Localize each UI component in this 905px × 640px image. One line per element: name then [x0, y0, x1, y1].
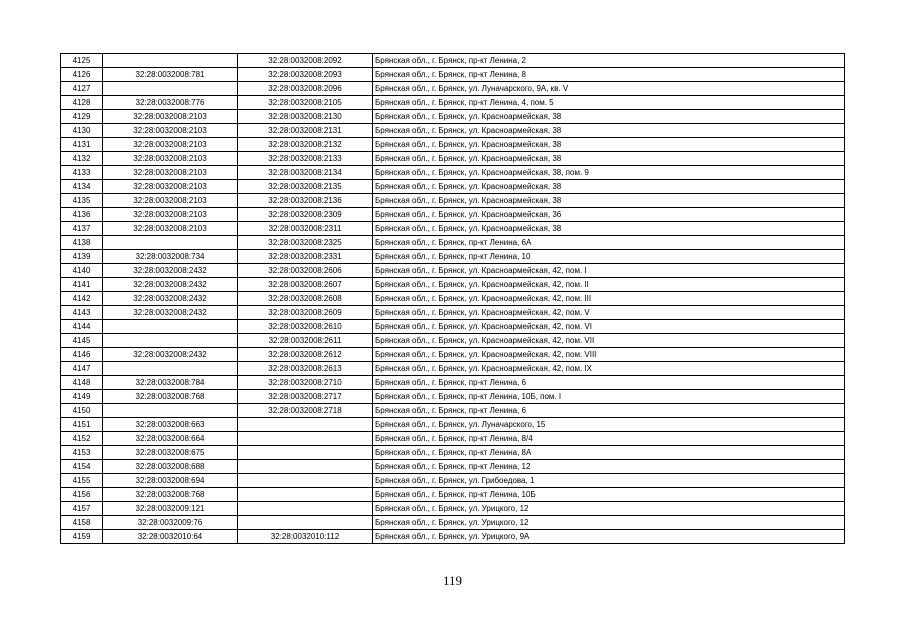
cadastral-number-cell: 32:28:0032008:2135 [238, 180, 373, 194]
parent-cadastral-cell: 32:28:0032008:663 [103, 418, 238, 432]
cadastral-number-cell: 32:28:0032008:2311 [238, 222, 373, 236]
parent-cadastral-cell: 32:28:0032008:2432 [103, 306, 238, 320]
row-number-cell: 4127 [61, 82, 103, 96]
cadastral-number-cell: 32:28:0032008:2309 [238, 208, 373, 222]
address-cell: Брянская обл., г. Брянск, ул. Красноармейская, 36 [373, 208, 845, 222]
table-row [61, 432, 845, 446]
table-row [61, 222, 845, 236]
table-row [61, 362, 845, 376]
table-row [61, 264, 845, 278]
cadastral-number-cell: 32:28:0032008:2331 [238, 250, 373, 264]
page-number: 119 [442, 573, 463, 588]
table-row [61, 390, 845, 404]
parent-cadastral-cell: 32:28:0032008:664 [103, 432, 238, 446]
address-cell: Брянская обл., г. Брянск, ул. Красноармейская, 42, пом. II [373, 278, 845, 292]
parent-cadastral-cell: 32:28:0032008:2103 [103, 138, 238, 152]
cadastral-number-cell [238, 474, 373, 488]
row-number-cell: 4139 [61, 250, 103, 264]
parent-cadastral-cell: 32:28:0032008:784 [103, 376, 238, 390]
cadastral-number-cell: 32:28:0032008:2096 [238, 82, 373, 96]
address-cell: Брянская обл., г. Брянск, ул. Красноармейская, 42, пом. V [373, 306, 845, 320]
table-row [61, 320, 845, 334]
row-number-cell: 4159 [61, 530, 103, 544]
parent-cadastral-cell: 32:28:0032009:76 [103, 516, 238, 530]
parent-cadastral-cell: 32:28:0032008:776 [103, 96, 238, 110]
row-number-cell: 4130 [61, 124, 103, 138]
parent-cadastral-cell: 32:28:0032009:121 [103, 502, 238, 516]
row-number-cell: 4138 [61, 236, 103, 250]
cadastral-table [60, 53, 845, 544]
address-cell: Брянская обл., г. Брянск, ул. Урицкого, 12 [373, 516, 845, 530]
cadastral-number-cell: 32:28:0032008:2610 [238, 320, 373, 334]
parent-cadastral-cell: 32:28:0032008:768 [103, 488, 238, 502]
cadastral-number-cell [238, 446, 373, 460]
cadastral-number-cell: 32:28:0032008:2613 [238, 362, 373, 376]
address-cell: Брянская обл., г. Брянск, пр-кт Ленина, 2 [373, 54, 845, 68]
cadastral-number-cell: 32:28:0032010:112 [238, 530, 373, 544]
parent-cadastral-cell: 32:28:0032008:2103 [103, 222, 238, 236]
row-number-cell: 4150 [61, 404, 103, 418]
address-cell: Брянская обл., г. Брянск, пр-кт Ленина, 4, пом. 5 [373, 96, 845, 110]
row-number-cell: 4151 [61, 418, 103, 432]
address-cell: Брянская обл., г. Брянск, ул. Красноармейская, 38 [373, 110, 845, 124]
cadastral-number-cell: 32:28:0032008:2717 [238, 390, 373, 404]
parent-cadastral-cell: 32:28:0032008:675 [103, 446, 238, 460]
table-row [61, 152, 845, 166]
row-number-cell: 4157 [61, 502, 103, 516]
parent-cadastral-cell [103, 82, 238, 96]
cadastral-number-cell: 32:28:0032008:2132 [238, 138, 373, 152]
row-number-cell: 4158 [61, 516, 103, 530]
row-number-cell: 4143 [61, 306, 103, 320]
cadastral-number-cell: 32:28:0032008:2611 [238, 334, 373, 348]
cadastral-number-cell: 32:28:0032008:2092 [238, 54, 373, 68]
row-number-cell: 4148 [61, 376, 103, 390]
cadastral-number-cell [238, 488, 373, 502]
table-row [61, 138, 845, 152]
row-number-cell: 4154 [61, 460, 103, 474]
address-cell: Брянская обл., г. Брянск, ул. Красноармейская, 42, пом. IX [373, 362, 845, 376]
table-row [61, 68, 845, 82]
address-cell: Брянская обл., г. Брянск, пр-кт Ленина, 10Б [373, 488, 845, 502]
row-number-cell: 4152 [61, 432, 103, 446]
row-number-cell: 4153 [61, 446, 103, 460]
row-number-cell: 4156 [61, 488, 103, 502]
cadastral-number-cell [238, 432, 373, 446]
parent-cadastral-cell: 32:28:0032008:2103 [103, 166, 238, 180]
cadastral-number-cell: 32:28:0032008:2325 [238, 236, 373, 250]
cadastral-number-cell: 32:28:0032008:2718 [238, 404, 373, 418]
address-cell: Брянская обл., г. Брянск, ул. Красноармейская, 42, пом. VIII [373, 348, 845, 362]
cadastral-number-cell: 32:28:0032008:2710 [238, 376, 373, 390]
row-number-cell: 4137 [61, 222, 103, 236]
table-row [61, 474, 845, 488]
cadastral-number-cell: 32:28:0032008:2134 [238, 166, 373, 180]
parent-cadastral-cell [103, 54, 238, 68]
cadastral-number-cell: 32:28:0032008:2130 [238, 110, 373, 124]
cadastral-number-cell: 32:28:0032008:2607 [238, 278, 373, 292]
cadastral-number-cell: 32:28:0032008:2093 [238, 68, 373, 82]
table-row [61, 376, 845, 390]
address-cell: Брянская обл., г. Брянск, ул. Красноармейская, 38 [373, 180, 845, 194]
row-number-cell: 4155 [61, 474, 103, 488]
table-row [61, 180, 845, 194]
table-row [61, 418, 845, 432]
address-cell: Брянская обл., г. Брянск, ул. Красноармейская, 42, пом. VI [373, 320, 845, 334]
table-row [61, 488, 845, 502]
parent-cadastral-cell [103, 334, 238, 348]
parent-cadastral-cell [103, 404, 238, 418]
cadastral-number-cell: 32:28:0032008:2608 [238, 292, 373, 306]
row-number-cell: 4131 [61, 138, 103, 152]
parent-cadastral-cell [103, 362, 238, 376]
cadastral-number-cell [238, 418, 373, 432]
cadastral-number-cell: 32:28:0032008:2606 [238, 264, 373, 278]
address-cell: Брянская обл., г. Брянск, ул. Урицкого, 9А [373, 530, 845, 544]
address-cell: Брянская обл., г. Брянск, пр-кт Ленина, 6 [373, 376, 845, 390]
address-cell: Брянская обл., г. Брянск, ул. Красноармейская, 42, пом. I [373, 264, 845, 278]
address-cell: Брянская обл., г. Брянск, пр-кт Ленина, 8А [373, 446, 845, 460]
cadastral-number-cell: 32:28:0032008:2133 [238, 152, 373, 166]
row-number-cell: 4132 [61, 152, 103, 166]
parent-cadastral-cell: 32:28:0032008:781 [103, 68, 238, 82]
parent-cadastral-cell: 32:28:0032010:64 [103, 530, 238, 544]
address-cell: Брянская обл., г. Брянск, ул. Луначарского, 9А, кв. V [373, 82, 845, 96]
row-number-cell: 4141 [61, 278, 103, 292]
address-cell: Брянская обл., г. Брянск, ул. Урицкого, 12 [373, 502, 845, 516]
table-row [61, 278, 845, 292]
table-row [61, 82, 845, 96]
table-row [61, 516, 845, 530]
parent-cadastral-cell: 32:28:0032008:2103 [103, 208, 238, 222]
parent-cadastral-cell: 32:28:0032008:2103 [103, 194, 238, 208]
address-cell: Брянская обл., г. Брянск, пр-кт Ленина, 10Б, пом. I [373, 390, 845, 404]
parent-cadastral-cell: 32:28:0032008:2432 [103, 264, 238, 278]
table-row [61, 236, 845, 250]
parent-cadastral-cell: 32:28:0032008:2103 [103, 124, 238, 138]
table-row [61, 54, 845, 68]
row-number-cell: 4142 [61, 292, 103, 306]
table-row [61, 502, 845, 516]
table-row [61, 166, 845, 180]
address-cell: Брянская обл., г. Брянск, ул. Красноармейская, 38 [373, 194, 845, 208]
address-cell: Брянская обл., г. Брянск, ул. Красноармейская, 38 [373, 138, 845, 152]
cadastral-number-cell [238, 516, 373, 530]
table-row [61, 124, 845, 138]
row-number-cell: 4128 [61, 96, 103, 110]
table-row [61, 208, 845, 222]
address-cell: Брянская обл., г. Брянск, ул. Красноармейская, 38 [373, 222, 845, 236]
cadastral-number-cell [238, 502, 373, 516]
table-row [61, 96, 845, 110]
address-cell: Брянская обл., г. Брянск, пр-кт Ленина, 12 [373, 460, 845, 474]
address-cell: Брянская обл., г. Брянск, пр-кт Ленина, 8/4 [373, 432, 845, 446]
address-cell: Брянская обл., г. Брянск, ул. Красноармейская, 38, пом. 9 [373, 166, 845, 180]
row-number-cell: 4146 [61, 348, 103, 362]
cadastral-number-cell: 32:28:0032008:2105 [238, 96, 373, 110]
address-cell: Брянская обл., г. Брянск, пр-кт Ленина, 10 [373, 250, 845, 264]
row-number-cell: 4134 [61, 180, 103, 194]
table-row [61, 306, 845, 320]
parent-cadastral-cell: 32:28:0032008:2432 [103, 348, 238, 362]
row-number-cell: 4129 [61, 110, 103, 124]
row-number-cell: 4133 [61, 166, 103, 180]
parent-cadastral-cell: 32:28:0032008:768 [103, 390, 238, 404]
table-row [61, 194, 845, 208]
address-cell: Брянская обл., г. Брянск, пр-кт Ленина, 6А [373, 236, 845, 250]
table-row [61, 292, 845, 306]
cadastral-number-cell [238, 460, 373, 474]
address-cell: Брянская обл., г. Брянск, ул. Грибоедова, 1 [373, 474, 845, 488]
table-row [61, 334, 845, 348]
parent-cadastral-cell: 32:28:0032008:2103 [103, 152, 238, 166]
address-cell: Брянская обл., г. Брянск, ул. Красноармейская, 38 [373, 124, 845, 138]
cadastral-number-cell: 32:28:0032008:2612 [238, 348, 373, 362]
parent-cadastral-cell: 32:28:0032008:734 [103, 250, 238, 264]
address-cell: Брянская обл., г. Брянск, ул. Красноармейская, 42, пом. VII [373, 334, 845, 348]
table-row [61, 250, 845, 264]
parent-cadastral-cell: 32:28:0032008:694 [103, 474, 238, 488]
row-number-cell: 4125 [61, 54, 103, 68]
row-number-cell: 4149 [61, 390, 103, 404]
cadastral-number-cell: 32:28:0032008:2131 [238, 124, 373, 138]
table-row [61, 446, 845, 460]
table-row [61, 404, 845, 418]
parent-cadastral-cell [103, 236, 238, 250]
row-number-cell: 4145 [61, 334, 103, 348]
table-row [61, 348, 845, 362]
address-cell: Брянская обл., г. Брянск, пр-кт Ленина, 8 [373, 68, 845, 82]
table-body [61, 54, 845, 544]
row-number-cell: 4140 [61, 264, 103, 278]
table-row [61, 460, 845, 474]
address-cell: Брянская обл., г. Брянск, пр-кт Ленина, 6 [373, 404, 845, 418]
cadastral-number-cell: 32:28:0032008:2609 [238, 306, 373, 320]
table-row [61, 110, 845, 124]
address-cell: Брянская обл., г. Брянск, ул. Красноармейская, 42, пом. III [373, 292, 845, 306]
parent-cadastral-cell: 32:28:0032008:688 [103, 460, 238, 474]
table-row [61, 530, 845, 544]
parent-cadastral-cell: 32:28:0032008:2432 [103, 292, 238, 306]
row-number-cell: 4135 [61, 194, 103, 208]
row-number-cell: 4147 [61, 362, 103, 376]
parent-cadastral-cell: 32:28:0032008:2103 [103, 110, 238, 124]
cadastral-number-cell: 32:28:0032008:2136 [238, 194, 373, 208]
row-number-cell: 4136 [61, 208, 103, 222]
row-number-cell: 4144 [61, 320, 103, 334]
row-number-cell: 4126 [61, 68, 103, 82]
parent-cadastral-cell: 32:28:0032008:2103 [103, 180, 238, 194]
address-cell: Брянская обл., г. Брянск, ул. Луначарского, 15 [373, 418, 845, 432]
parent-cadastral-cell [103, 320, 238, 334]
parent-cadastral-cell: 32:28:0032008:2432 [103, 278, 238, 292]
address-cell: Брянская обл., г. Брянск, ул. Красноармейская, 38 [373, 152, 845, 166]
